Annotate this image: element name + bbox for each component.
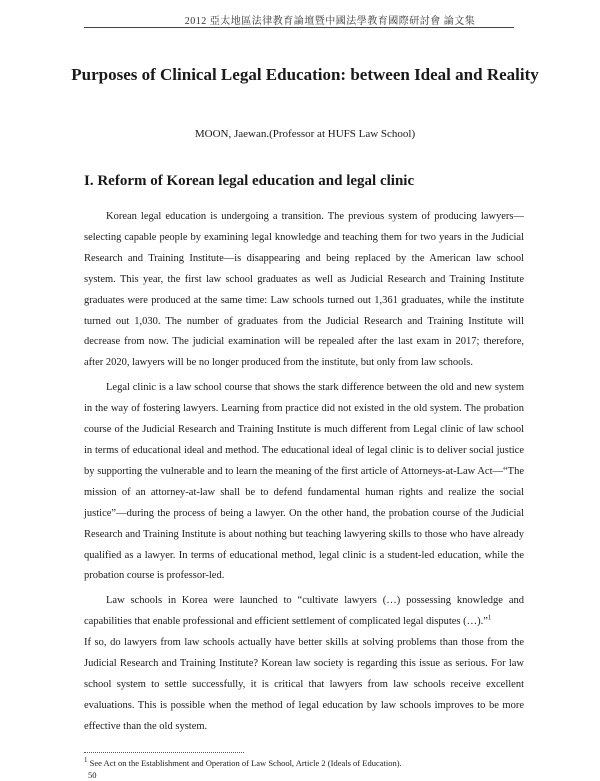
section-heading: I. Reform of Korean legal education and legal clinic (84, 173, 415, 189)
footnote-ref[interactable]: 1 (487, 613, 492, 622)
paragraph-3 (84, 591, 524, 737)
footnote (84, 758, 524, 769)
paragraph-3-text: Law schools in Korea were launched to “cultivate lawyers (…) possessing knowledge and capabilities that enable professional and efficient settlement of complicated legal disputes (…).” (84, 595, 524, 628)
paragraph-2: Legal clinic is a law school course that shows the stark difference between the old and new system in the way of fostering lawyers. Learning from practice did not existed in the old system. The probation course of the Judicial Research and Training Institute is much different from Legal clinic of law school in terms of educational ideal and method. The educational ideal of legal clinic is to deliver social justice by supporting the vulnerable and to learn the meaning of the first article of Attorneys-at-Law Act—“The mission of an attorney-at-law shall be to defend fundamental human rights and realize the social justice”—during the process of being a lawyer. On the other hand, the probation course of the Judicial Research and Training Institute is about nothing but teaching lawyering skills to those who have already qualified as a lawyer. In terms of educational method, legal clinic is a student-led education, while the probation course is professor-led. (84, 382, 524, 582)
footnote-text: See Act on the Establishment and Operation of Law School, Article 2 (Ideals of Education). (89, 758, 402, 768)
running-header: 2012 亞太地區法律教育論壇暨中國法學教育國際研討會 論文集 (184, 16, 476, 27)
page-number: 50 (88, 770, 97, 780)
author-line: MOON, Jaewan.(Professor at HUFS Law School) (194, 128, 416, 140)
footnote-rule (84, 752, 244, 753)
body-text (84, 207, 524, 738)
paragraph-1: Korean legal education is undergoing a transition. The previous system of producing lawyers—selecting capable people by examining legal knowledge and teaching them for two years in the Judicial Research and Training Institute—is disappearing and being replaced by the American law school system. This year, the first law school graduates as well as Judicial Research and Training Institute graduates were produced at the same time: Law schools turned out 1,361 graduates, while the institute turned out 1,030. The number of graduates from the Judicial Research and Training Institute will decrease from now. The judicial examination will be repealed after the last exam in 2017; therefore, after 2020, lawyers will be no longer produced from the institute, but only from law schools. (84, 211, 524, 369)
paper-title: Purposes of Clinical Legal Education: between Ideal and Reality (71, 65, 539, 84)
paragraph-3-cont: If so, do lawyers from law schools actually have better skills at solving problems than those from the Judicial Research and Training Institute? Korean law society is regarding this issue as serious. For law school system to settle successfully, it is critical that lawyers from law schools receive excellent evaluations. This is possible when the method of legal education by law schools improves to be more effective than the old system. (84, 637, 524, 732)
footnote-marker: 1 (84, 756, 88, 765)
header-rule (84, 27, 514, 28)
